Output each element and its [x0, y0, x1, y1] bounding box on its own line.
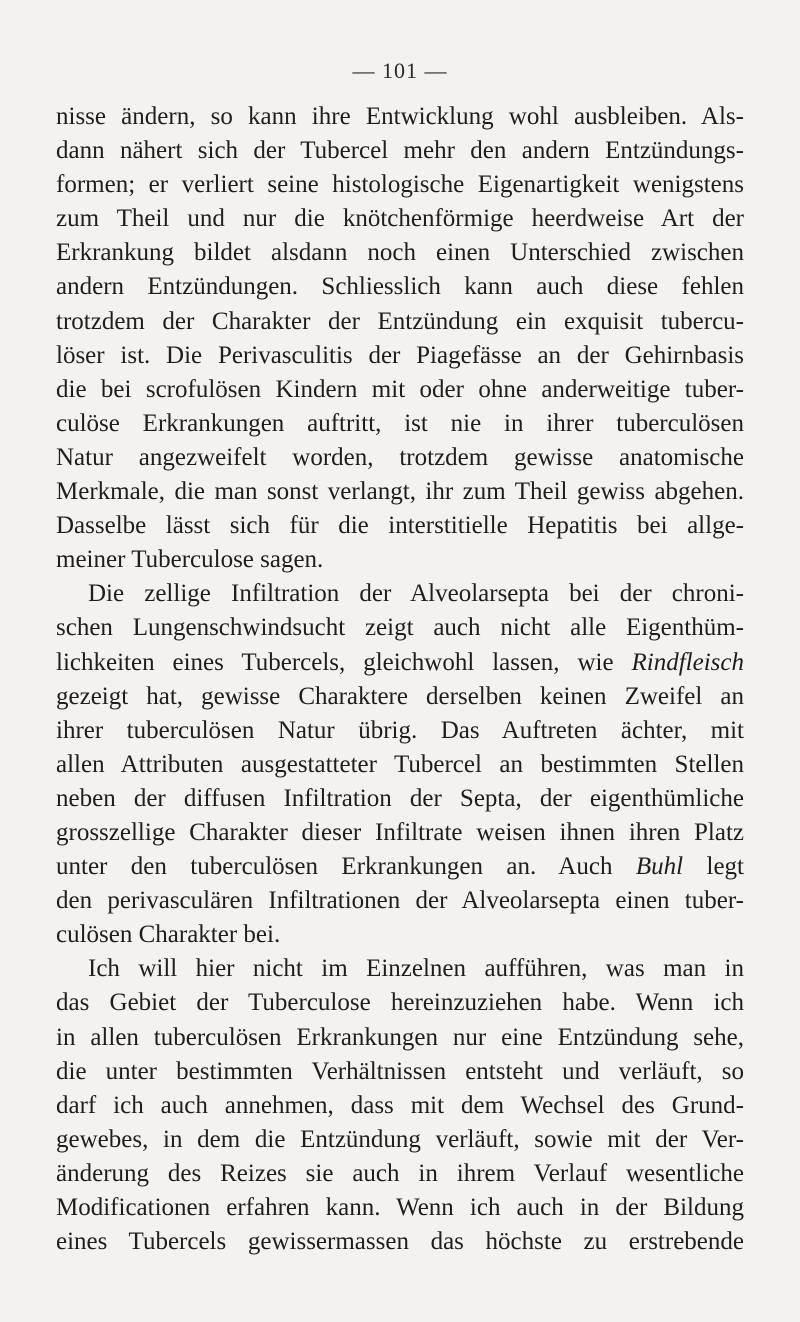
author-name-rindfleisch: Rindfleisch — [631, 648, 744, 676]
text-line: Erkrankung bildet alsdann noch einen Unterschied zwischen — [56, 239, 744, 267]
text-segment: legt — [683, 853, 744, 881]
text-line: eines Tubercels gewissermassen das höchste zu erstrebende — [56, 1228, 744, 1256]
text-line: allen Attributen ausgestatteter Tubercel an bestimmten Stellen — [56, 750, 744, 778]
page-number: — 101 — — [352, 58, 448, 83]
text-line: die unter bestimmten Verhältnissen entsteht und verläuft, so — [56, 1057, 744, 1085]
text-line: den perivasculären Infiltrationen der Alveolarsepta einen tuber- — [56, 887, 744, 915]
text-line: neben der diffusen Infiltration der Septa, der eigenthümliche — [56, 784, 744, 812]
text-line: gewebes, in dem die Entzündung verläuft, sowie mit der Ver- — [56, 1125, 744, 1153]
text-line: ihrer tuberculösen Natur übrig. Das Auftreten ächter, mit — [56, 716, 744, 744]
text-line: gezeigt hat, gewisse Charaktere derselben keinen Zweifel an — [56, 682, 744, 710]
text-line: nisse ändern, so kann ihre Entwicklung wohl ausbleiben. Als- — [56, 103, 744, 130]
text-line: culöse Erkrankungen auftritt, ist nie in ihrer tuberculösen — [56, 409, 744, 437]
text-line: Die zellige Infiltration der Alveolarsepta bei der chroni- — [88, 580, 744, 608]
author-name-buhl: Buhl — [635, 853, 684, 881]
text-line: das Gebiet der Tuberculose hereinzuziehen habe. Wenn ich — [56, 989, 744, 1017]
text-line: culösen Charakter bei. — [56, 921, 281, 949]
text-line: grosszellige Charakter dieser Infiltrate weisen ihnen ihren Platz — [56, 818, 744, 846]
text-line: dann nähert sich der Tubercel mehr den andern Entzündungs- — [56, 137, 744, 165]
text-segment: unter den tuberculösen Erkrankungen an. Auch — [56, 853, 636, 881]
text-line: Modificationen erfahren kann. Wenn ich auch in der Bildung — [56, 1194, 744, 1221]
text-line: zum Theil und nur die knötchenförmige heerdweise Art der — [56, 205, 744, 233]
text-line: trotzdem der Charakter der Entzündung ein exquisit tubercu- — [56, 307, 744, 335]
text-line: löser ist. Die Perivasculitis der Piagefässe an der Gehirnbasis — [56, 341, 744, 369]
text-line: die bei scrofulösen Kindern mit oder ohne anderweitige tuber- — [56, 375, 744, 403]
text-line: andern Entzündungen. Schliesslich kann auch diese fehlen — [56, 273, 744, 301]
text-line-with-name — [56, 850, 744, 884]
text-line: Dasselbe lässt sich für die interstitielle Hepatitis bei allge- — [56, 512, 744, 540]
text-line: formen; er verliert seine histologische Eigenartigkeit wenigstens — [56, 171, 744, 199]
text-line: änderung des Reizes sie auch in ihrem Verlauf wesentliche — [56, 1159, 744, 1187]
text-line: in allen tuberculösen Erkrankungen nur eine Entzündung sehe, — [56, 1023, 744, 1051]
text-line: Natur angezweifelt worden, trotzdem gewisse anatomische — [56, 443, 744, 471]
body-text — [56, 100, 744, 1259]
text-line: schen Lungenschwindsucht zeigt auch nicht alle Eigenthüm- — [56, 614, 744, 642]
text-line: Ich will hier nicht im Einzelnen aufführen, was man in — [88, 955, 744, 983]
text-line: Merkmale, die man sonst verlangt, ihr zum Theil gewiss abgehen. — [56, 478, 744, 506]
text-line-with-name — [56, 646, 744, 680]
text-line: meiner Tuberculose sagen. — [56, 546, 324, 574]
text-segment: lichkeiten eines Tubercels, gleichwohl lassen, wie — [56, 648, 632, 676]
text-line: darf ich auch annehmen, dass mit dem Wechsel des Grund- — [56, 1091, 744, 1119]
